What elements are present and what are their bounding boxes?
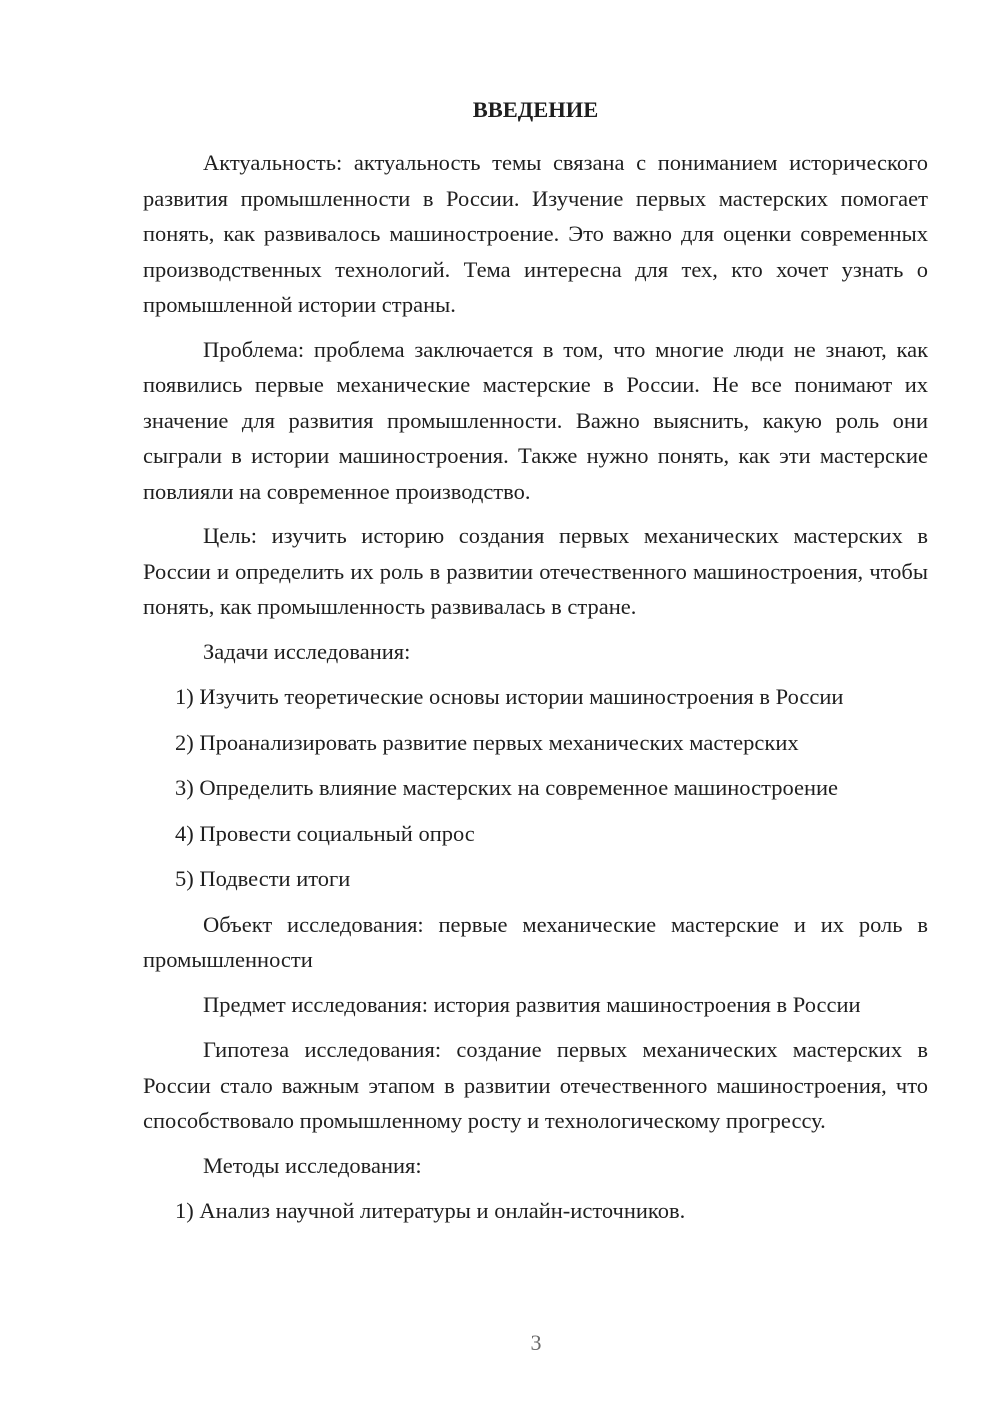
tasks-heading: Задачи исследования:	[203, 638, 411, 664]
methods-heading: Методы исследования:	[203, 1152, 422, 1178]
object-paragraph: Объект исследования: первые механические мастерские и их роль в промышленности	[143, 911, 928, 972]
list-item: 1) Анализ научной литературы и онлайн-источников.	[175, 1198, 686, 1223]
subject-paragraph: Предмет исследования: история развития машиностроения в России	[203, 991, 861, 1017]
problem-paragraph: Проблема: проблема заключается в том, что многие люди не знают, как появились первые механические мастерские в России. Не все понимают их значение для развития промышленности. Важно выяснить, какую роль они сыграли в истории машиностроения. Также нужно понять, как эти мастерские повлияли на современное производство.	[143, 336, 928, 504]
list-item: 4) Провести социальный опрос	[175, 820, 475, 846]
list-item: 2) Проанализировать развитие первых механических мастерских	[175, 729, 799, 755]
goal-paragraph: Цель: изучить историю создания первых механических мастерских в России и определить их роль в развитии отечественного машиностроения, чтобы понять, как промышленность развивалась в стране.	[143, 523, 928, 619]
list-item: 5) Подвести итоги	[175, 866, 351, 891]
tasks-list	[143, 679, 928, 897]
page-number: 3	[530, 1330, 542, 1355]
list-item: 3) Определить влияние мастерских на современное машиностроение	[175, 775, 839, 800]
page-content	[143, 92, 928, 1239]
relevance-paragraph: Актуальность: актуальность темы связана с пониманием исторического развития промышленности в России. Изучение первых мастерских помогает понять, как развивалось машиностроение. Это важно для оценки современных производственных технологий. Тема интересна для тех, кто хочет узнать о промышленной истории страны.	[143, 150, 928, 317]
hypothesis-paragraph: Гипотеза исследования: создание первых механических мастерских в России стало важным этапом в развитии отечественного машиностроения, что способствовало промышленному росту и технологическому прогрессу.	[143, 1037, 928, 1133]
page-title: ВВЕДЕНИЕ	[472, 97, 599, 122]
list-item: 1) Изучить теоретические основы истории машиностроения в России	[175, 684, 844, 709]
methods-list	[143, 1193, 928, 1229]
